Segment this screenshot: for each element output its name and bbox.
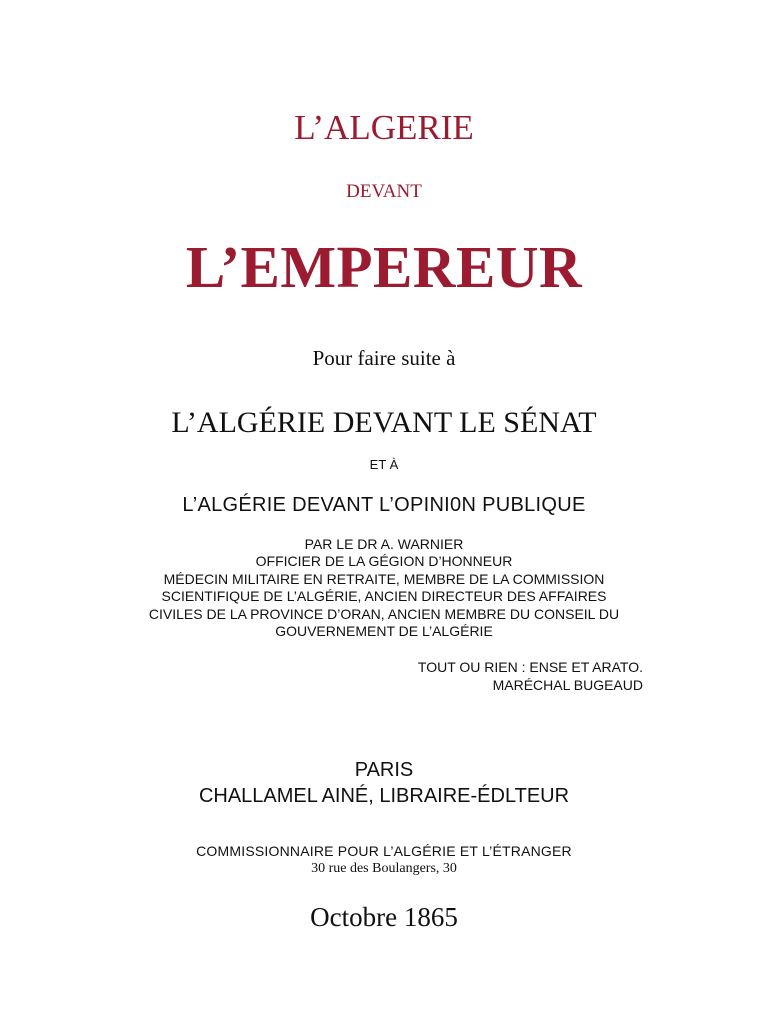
title-line-1: L’ALGERIE [294, 108, 474, 147]
main-title: L’EMPEREUR [185, 234, 583, 300]
author-line: GOUVERNEMENT DE L’ALGÉRIE [275, 623, 493, 640]
author-line: PAR LE DR A. WARNIER [304, 536, 464, 552]
publisher-address: 30 rue des Boulangers, 30 [311, 861, 457, 876]
author-line: MÉDECIN MILITAIRE EN RETRAITE, MEMBRE DE LA COMMISSION [163, 570, 605, 587]
epigraph [418, 658, 643, 694]
publication-date: Octobre 1865 [310, 902, 458, 932]
title-line-2: DEVANT [346, 181, 422, 202]
subtitle-conjunction: ET À [369, 457, 399, 472]
publisher-name: CHALLAMEL AINÉ, LIBRAIRE-ÉDLTEUR [198, 785, 570, 807]
epigraph-attribution: MARÉCHAL BUGEAUD [492, 677, 643, 693]
subtitle-intro: Pour faire suite à [312, 346, 456, 370]
author-line: SCIENTIFIQUE DE L’ALGÉRIE, ANCIEN DIRECTEUR DES AFFAIRES [161, 588, 607, 605]
author-line: CIVILES DE LA PROVINCE D’ORAN, ANCIEN MEMBRE DU CONSEIL DU [148, 605, 620, 622]
epigraph-quote: TOUT OU RIEN : ENSE ET ARATO. [417, 659, 643, 675]
author-credentials [0, 536, 768, 640]
subtitle-work-1: L’ALGÉRIE DEVANT LE SÉNAT [171, 406, 597, 439]
publisher-role: COMMISSIONNAIRE POUR L’ALGÉRIE ET L’ÉTRANGER [196, 843, 572, 859]
author-line: OFFICIER DE LA GÉGION D’HONNEUR [255, 553, 513, 570]
subtitle-work-2: L’ALGÉRIE DEVANT L’OPINI0N PUBLIQUE [182, 494, 586, 516]
publisher-city: PARIS [354, 759, 414, 781]
